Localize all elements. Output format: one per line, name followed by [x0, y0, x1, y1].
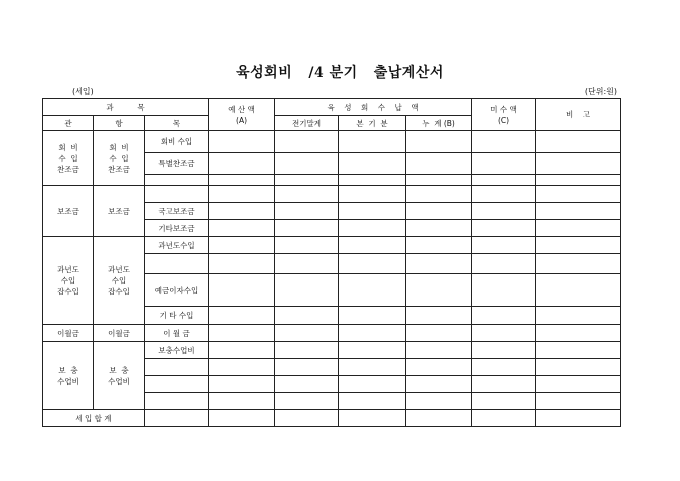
value-cell	[275, 237, 339, 254]
value-cell	[406, 220, 472, 237]
value-cell	[339, 153, 406, 175]
value-cell	[536, 175, 621, 186]
value-cell	[406, 325, 472, 342]
value-cell	[536, 131, 621, 153]
gwan-cell	[43, 237, 94, 325]
mok-text: 이 월 금	[163, 328, 190, 338]
gwan-cell	[43, 342, 94, 410]
header-receipts-total-text: 누 계 (B)	[422, 118, 455, 128]
mok-cell	[145, 393, 209, 410]
hang-line: 수 입	[109, 153, 129, 163]
value-cell	[536, 254, 621, 274]
header-receipts	[275, 99, 472, 116]
value-cell	[536, 410, 621, 427]
mok-cell: 과년도수입	[145, 237, 209, 254]
header-budget-text: 예 산 액	[228, 104, 255, 114]
value-cell	[145, 410, 209, 427]
value-cell	[209, 307, 275, 325]
value-cell	[536, 393, 621, 410]
mok-cell	[145, 307, 209, 325]
value-cell	[339, 307, 406, 325]
value-cell	[275, 131, 339, 153]
value-cell	[472, 237, 536, 254]
header-receipts-prev: 전기말계	[275, 116, 339, 131]
hang-line: 회 비	[109, 142, 129, 152]
value-cell	[536, 359, 621, 376]
value-cell	[472, 307, 536, 325]
value-cell	[339, 359, 406, 376]
value-cell	[209, 410, 275, 427]
value-cell	[275, 393, 339, 410]
value-cell	[209, 376, 275, 393]
value-cell	[209, 254, 275, 274]
value-cell	[472, 376, 536, 393]
value-cell	[339, 203, 406, 220]
gwan-line: 회 비	[58, 142, 78, 152]
value-cell	[339, 131, 406, 153]
value-cell	[406, 410, 472, 427]
value-cell	[209, 237, 275, 254]
hang-line: 수업비	[108, 376, 130, 386]
gwan-cell: 이월금	[43, 325, 94, 342]
value-cell	[275, 203, 339, 220]
gwan-cell	[43, 131, 94, 186]
value-cell	[536, 274, 621, 307]
mok-text: 기 타 수입	[159, 311, 194, 320]
hang-cell	[94, 342, 145, 410]
value-cell	[472, 186, 536, 203]
value-cell	[209, 359, 275, 376]
value-cell	[209, 274, 275, 307]
header-gwan: 관	[43, 116, 94, 131]
value-cell	[536, 186, 621, 203]
value-cell	[472, 153, 536, 175]
value-cell	[406, 131, 472, 153]
value-cell	[275, 220, 339, 237]
document-title: 육성회비 /4 분기 출납계산서	[236, 65, 444, 81]
value-cell	[472, 342, 536, 359]
value-cell	[339, 393, 406, 410]
value-cell	[275, 186, 339, 203]
table-row	[43, 131, 621, 153]
gwan-line: 과년도	[57, 265, 79, 274]
value-cell	[536, 237, 621, 254]
value-cell	[275, 254, 339, 274]
value-cell	[472, 175, 536, 186]
value-cell	[275, 175, 339, 186]
header-budget-sub: (A)	[236, 115, 247, 125]
total-row	[43, 410, 621, 427]
header-receipts-total	[406, 116, 472, 131]
header-budget	[209, 99, 275, 131]
value-cell	[275, 342, 339, 359]
ledger-table	[42, 98, 621, 427]
value-cell	[275, 410, 339, 427]
hang-cell	[94, 237, 145, 325]
total-label	[43, 410, 145, 427]
value-cell	[209, 153, 275, 175]
header-receipts-quarter	[339, 116, 406, 131]
mok-cell: 특별찬조금	[145, 153, 209, 175]
value-cell	[406, 342, 472, 359]
header-account-text: 과 목	[106, 102, 145, 112]
value-cell	[339, 237, 406, 254]
value-cell	[536, 220, 621, 237]
hang-line: 과년도	[108, 265, 130, 274]
value-cell	[406, 237, 472, 254]
mok-cell	[145, 254, 209, 274]
gwan-line: 수입	[60, 276, 76, 285]
value-cell	[275, 325, 339, 342]
mok-cell: 국고보조금	[145, 203, 209, 220]
value-cell	[472, 274, 536, 307]
header-unpaid-sub: (C)	[497, 115, 510, 125]
hang-cell	[94, 131, 145, 186]
mok-cell	[145, 359, 209, 376]
total-label-text: 세 입 합 계	[75, 413, 112, 423]
value-cell	[406, 203, 472, 220]
value-cell	[472, 131, 536, 153]
value-cell	[339, 254, 406, 274]
gwan-cell: 보조금	[43, 186, 94, 237]
hang-line: 수입	[111, 276, 127, 285]
value-cell	[472, 325, 536, 342]
value-cell	[406, 359, 472, 376]
value-cell	[275, 359, 339, 376]
value-cell	[472, 220, 536, 237]
value-cell	[275, 376, 339, 393]
hang-cell: 보조금	[94, 186, 145, 237]
mok-cell	[145, 186, 209, 203]
gwan-line: 잡수입	[57, 287, 79, 296]
hang-line: 잡수입	[108, 287, 130, 296]
mok-cell	[145, 325, 209, 342]
header-row-1	[43, 99, 621, 116]
value-cell	[472, 203, 536, 220]
value-cell	[406, 376, 472, 393]
header-receipts-text: 육 성 회 수 납 액	[327, 102, 419, 112]
hang-line: 찬조금	[108, 164, 130, 174]
value-cell	[472, 393, 536, 410]
header-remarks	[536, 99, 621, 131]
value-cell	[406, 307, 472, 325]
gwan-line: 수업비	[57, 376, 79, 386]
value-cell	[339, 175, 406, 186]
header-mok: 목	[145, 116, 209, 131]
value-cell	[406, 393, 472, 410]
value-cell	[472, 410, 536, 427]
value-cell	[209, 131, 275, 153]
value-cell	[472, 359, 536, 376]
value-cell	[275, 307, 339, 325]
table-row	[43, 186, 621, 203]
value-cell	[339, 325, 406, 342]
value-cell	[339, 274, 406, 307]
value-cell	[339, 186, 406, 203]
value-cell	[536, 342, 621, 359]
header-unpaid-text: 미 수 액	[490, 104, 517, 114]
value-cell	[339, 220, 406, 237]
table-row	[43, 325, 621, 342]
mok-cell: 회비 수입	[145, 131, 209, 153]
mok-cell: 예금이자수입	[145, 274, 209, 307]
header-account	[43, 99, 209, 116]
mok-cell	[145, 175, 209, 186]
header-remarks-text: 비 고	[566, 110, 591, 119]
mok-cell	[145, 376, 209, 393]
value-cell	[209, 175, 275, 186]
value-cell	[406, 274, 472, 307]
value-cell	[339, 410, 406, 427]
value-cell	[536, 325, 621, 342]
hang-cell: 이월금	[94, 325, 145, 342]
value-cell	[406, 254, 472, 274]
value-cell	[275, 153, 339, 175]
header-receipts-quarter-text: 본 기 분	[356, 118, 388, 128]
value-cell	[472, 254, 536, 274]
gwan-line: 보 충	[58, 365, 78, 375]
value-cell	[406, 175, 472, 186]
table-row	[43, 342, 621, 359]
value-cell	[209, 325, 275, 342]
value-cell	[339, 342, 406, 359]
value-cell	[536, 203, 621, 220]
value-cell	[339, 376, 406, 393]
value-cell	[209, 186, 275, 203]
gwan-line: 찬조금	[57, 164, 79, 174]
header-unpaid	[472, 99, 536, 131]
value-cell	[406, 186, 472, 203]
value-cell	[536, 307, 621, 325]
value-cell	[406, 153, 472, 175]
value-cell	[209, 203, 275, 220]
unit-label: (단위:원)	[584, 87, 617, 96]
value-cell	[275, 274, 339, 307]
section-label: (세입)	[72, 87, 94, 96]
value-cell	[209, 342, 275, 359]
header-hang: 항	[94, 116, 145, 131]
value-cell	[536, 376, 621, 393]
mok-cell: 기타보조금	[145, 220, 209, 237]
mok-cell: 보충수업비	[145, 342, 209, 359]
hang-line: 보 충	[109, 365, 129, 375]
value-cell	[209, 393, 275, 410]
gwan-line: 수 입	[58, 153, 78, 163]
value-cell	[536, 153, 621, 175]
table-row	[43, 237, 621, 254]
value-cell	[209, 220, 275, 237]
